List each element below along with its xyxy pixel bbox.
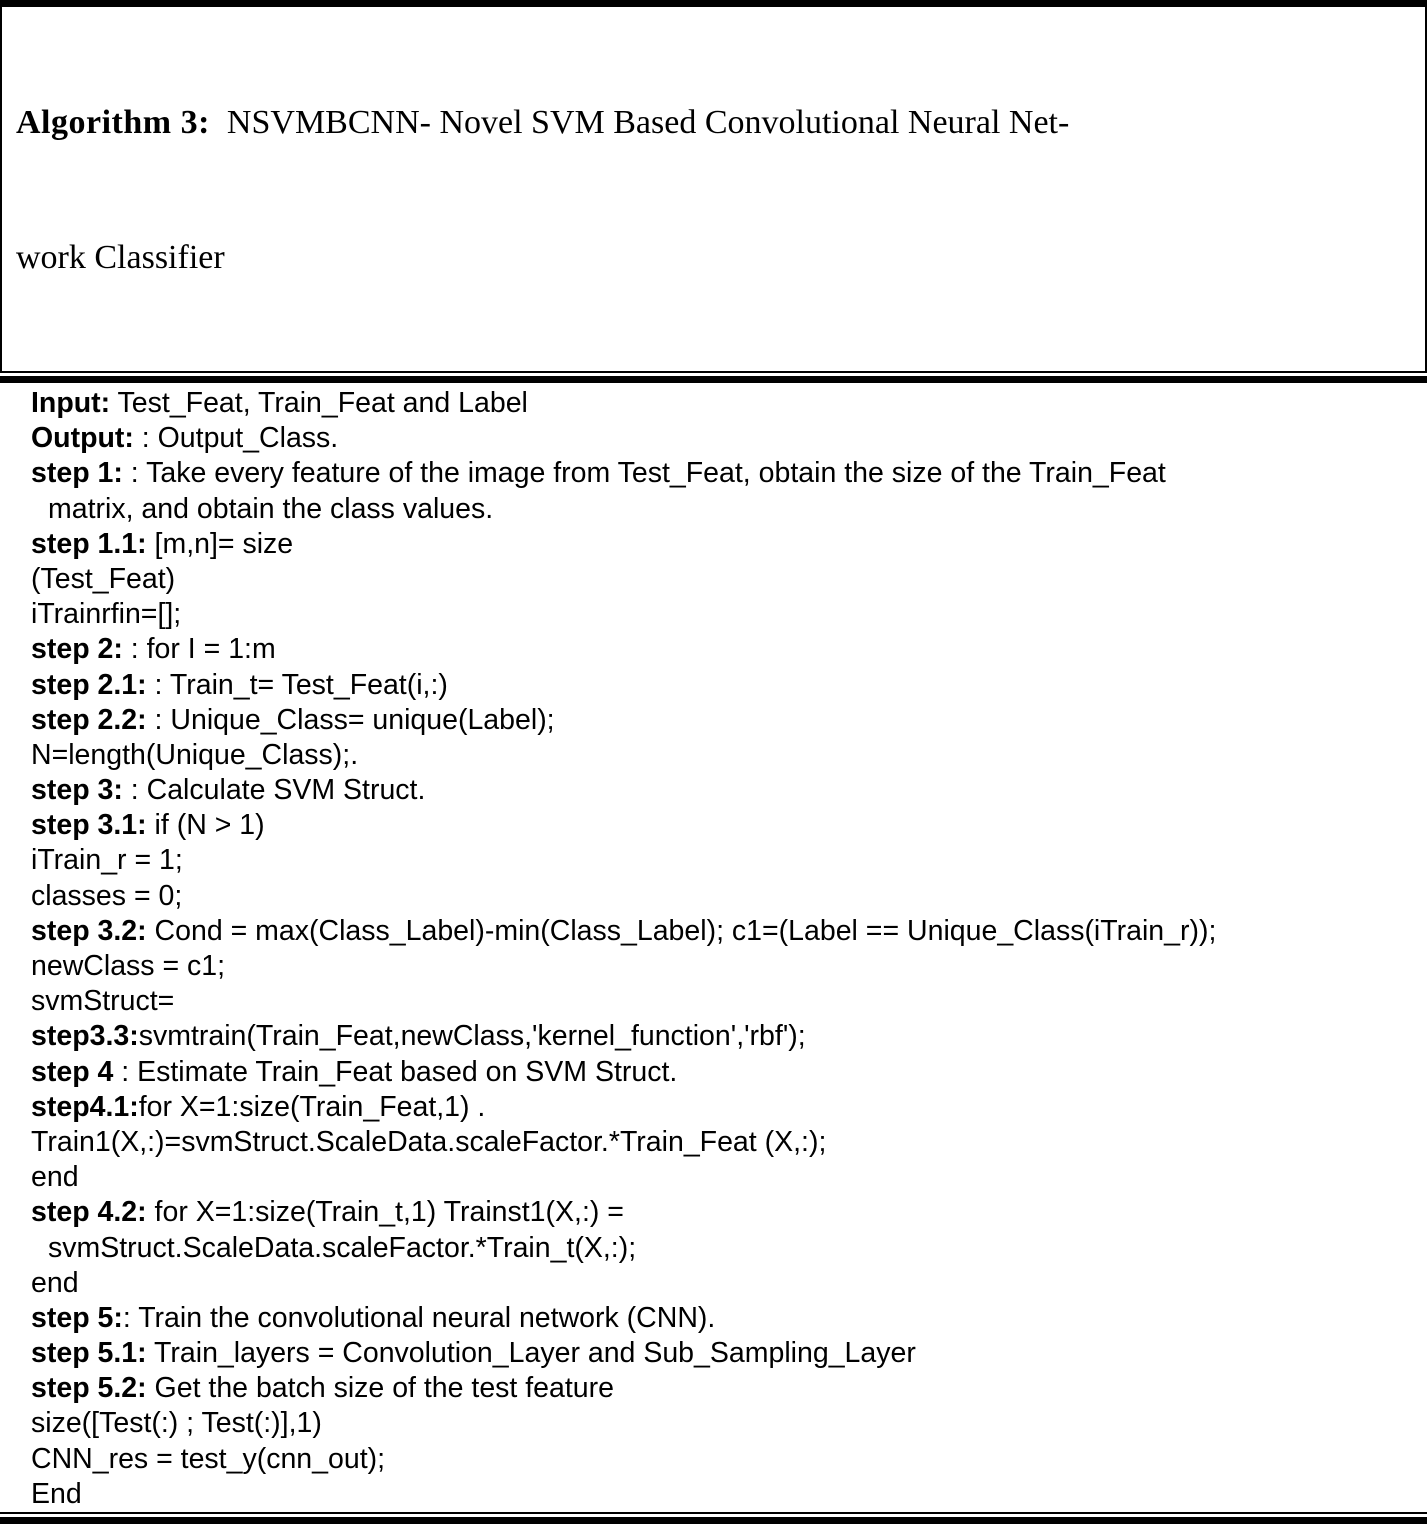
code-text: iTrainrfin=[]; bbox=[31, 598, 182, 631]
step-label: Input: bbox=[31, 387, 111, 419]
step-label: Output: bbox=[31, 422, 134, 455]
code-text: : for I = 1:m bbox=[122, 633, 276, 666]
algorithm-header bbox=[0, 7, 1427, 371]
code-line bbox=[31, 562, 1421, 597]
code-text: End bbox=[31, 1477, 82, 1510]
code-text: : Estimate Train_Feat based on SVM Struct. bbox=[113, 1055, 678, 1088]
step-label: step 2.1: bbox=[31, 668, 147, 701]
code-line bbox=[31, 597, 1421, 632]
code-text: Train_layers = Convolution_Layer and Sub_Sampling_Layer bbox=[146, 1337, 916, 1370]
algorithm-body bbox=[0, 383, 1427, 1512]
code-line bbox=[31, 1019, 1421, 1054]
code-line bbox=[31, 879, 1421, 914]
code-line bbox=[31, 914, 1421, 949]
code-line bbox=[31, 1301, 1421, 1336]
code-text: end bbox=[31, 1161, 79, 1194]
code-line bbox=[31, 703, 1421, 738]
code-text: newClass = c1; bbox=[31, 950, 226, 982]
code-text: : Take every feature of the image from Test_Feat, obtain the size of the Train_Feat bbox=[122, 457, 1166, 490]
step-label: step 2: bbox=[31, 633, 123, 666]
code-line bbox=[31, 1371, 1421, 1406]
code-text: svmStruct= bbox=[31, 985, 175, 1018]
code-text: Test_Feat, Train_Feat and Label bbox=[110, 387, 528, 419]
code-line bbox=[31, 1195, 1421, 1230]
step-label: step 2.2: bbox=[31, 703, 147, 736]
code-text: for X=1:size(Train_Feat,1) . bbox=[138, 1090, 486, 1123]
code-text: [m,n]= size bbox=[146, 527, 294, 560]
code-line bbox=[31, 1406, 1421, 1441]
code-text: matrix, and obtain the class values. bbox=[48, 492, 494, 525]
code-text: for X=1:size(Train_t,1) Trainst1(X,:) = bbox=[146, 1196, 624, 1229]
code-text: : Output_Class. bbox=[133, 422, 339, 455]
code-line bbox=[31, 1231, 1421, 1266]
code-text: N=length(Unique_Class);. bbox=[31, 738, 359, 771]
code-line bbox=[31, 1090, 1421, 1125]
code-line bbox=[31, 668, 1421, 703]
code-text: : Train_t= Test_Feat(i,:) bbox=[146, 668, 448, 701]
code-text: classes = 0; bbox=[31, 879, 183, 912]
step-label: step4.1: bbox=[31, 1090, 139, 1123]
code-line bbox=[31, 1055, 1421, 1090]
code-text: Train1(X,:)=svmStruct.ScaleData.scaleFactor.*Train_Feat (X,:); bbox=[31, 1125, 827, 1158]
code-line bbox=[31, 808, 1421, 843]
code-line bbox=[31, 1442, 1421, 1477]
code-text: Cond = max(Class_Label)-min(Class_Label); c1=(Label == Unique_Class(iTrain_r)); bbox=[146, 914, 1217, 947]
step-label: step 4 bbox=[31, 1055, 114, 1088]
algorithm-number-label: Algorithm 3: bbox=[16, 104, 210, 141]
algorithm-title-line2: work Classifier bbox=[16, 239, 225, 276]
code-text: if (N > 1) bbox=[146, 809, 265, 842]
step-label: step 5.1: bbox=[31, 1337, 147, 1370]
step-label: step 1.1: bbox=[31, 527, 147, 560]
code-line bbox=[31, 1477, 1421, 1512]
code-text: (Test_Feat) bbox=[31, 562, 176, 595]
step-label: step 3: bbox=[31, 774, 123, 807]
code-line bbox=[31, 738, 1421, 773]
code-line bbox=[31, 386, 1421, 421]
code-line bbox=[31, 1336, 1421, 1371]
bottom-thick-rule bbox=[0, 1517, 1427, 1524]
code-line bbox=[31, 1266, 1421, 1301]
code-line bbox=[31, 1125, 1421, 1160]
code-line bbox=[31, 843, 1421, 878]
code-text: Get the batch size of the test feature bbox=[146, 1372, 614, 1405]
code-line bbox=[31, 773, 1421, 808]
code-line bbox=[31, 949, 1421, 984]
code-line bbox=[31, 456, 1421, 491]
header-separator-thick-rule bbox=[0, 376, 1427, 383]
algorithm-title-line1 bbox=[16, 100, 1411, 145]
code-line bbox=[31, 527, 1421, 562]
code-line bbox=[31, 421, 1421, 456]
code-line bbox=[31, 632, 1421, 667]
code-text: CNN_res = test_y(cnn_out); bbox=[31, 1442, 386, 1475]
code-line bbox=[31, 1160, 1421, 1195]
step-label: step 3.2: bbox=[31, 914, 147, 947]
step-label: step 5: bbox=[31, 1301, 123, 1334]
step-label: step3.3: bbox=[31, 1020, 139, 1053]
code-text: : Unique_Class= unique(Label); bbox=[146, 703, 555, 736]
step-label: step 1: bbox=[31, 457, 123, 490]
step-label: step 4.2: bbox=[31, 1196, 147, 1229]
code-line bbox=[31, 492, 1421, 527]
code-text: : Calculate SVM Struct. bbox=[122, 774, 426, 807]
code-text: svmtrain(Train_Feat,newClass,'kernel_function','rbf'); bbox=[138, 1020, 806, 1053]
code-text: : Train the convolutional neural network (CNN). bbox=[122, 1301, 716, 1334]
step-label: step 3.1: bbox=[31, 809, 147, 842]
algorithm-title-text: NSVMBCNN- Novel SVM Based Convolutional Neural Net- bbox=[209, 104, 1070, 141]
code-text: size([Test(:) ; Test(:)],1) bbox=[31, 1407, 322, 1440]
top-rule bbox=[0, 0, 1427, 7]
code-line bbox=[31, 984, 1421, 1019]
code-text: iTrain_r = 1; bbox=[31, 844, 183, 877]
step-label: step 5.2: bbox=[31, 1372, 147, 1405]
code-text: end bbox=[31, 1266, 79, 1299]
code-text: svmStruct.ScaleData.scaleFactor.*Train_t(X,:); bbox=[48, 1231, 637, 1264]
